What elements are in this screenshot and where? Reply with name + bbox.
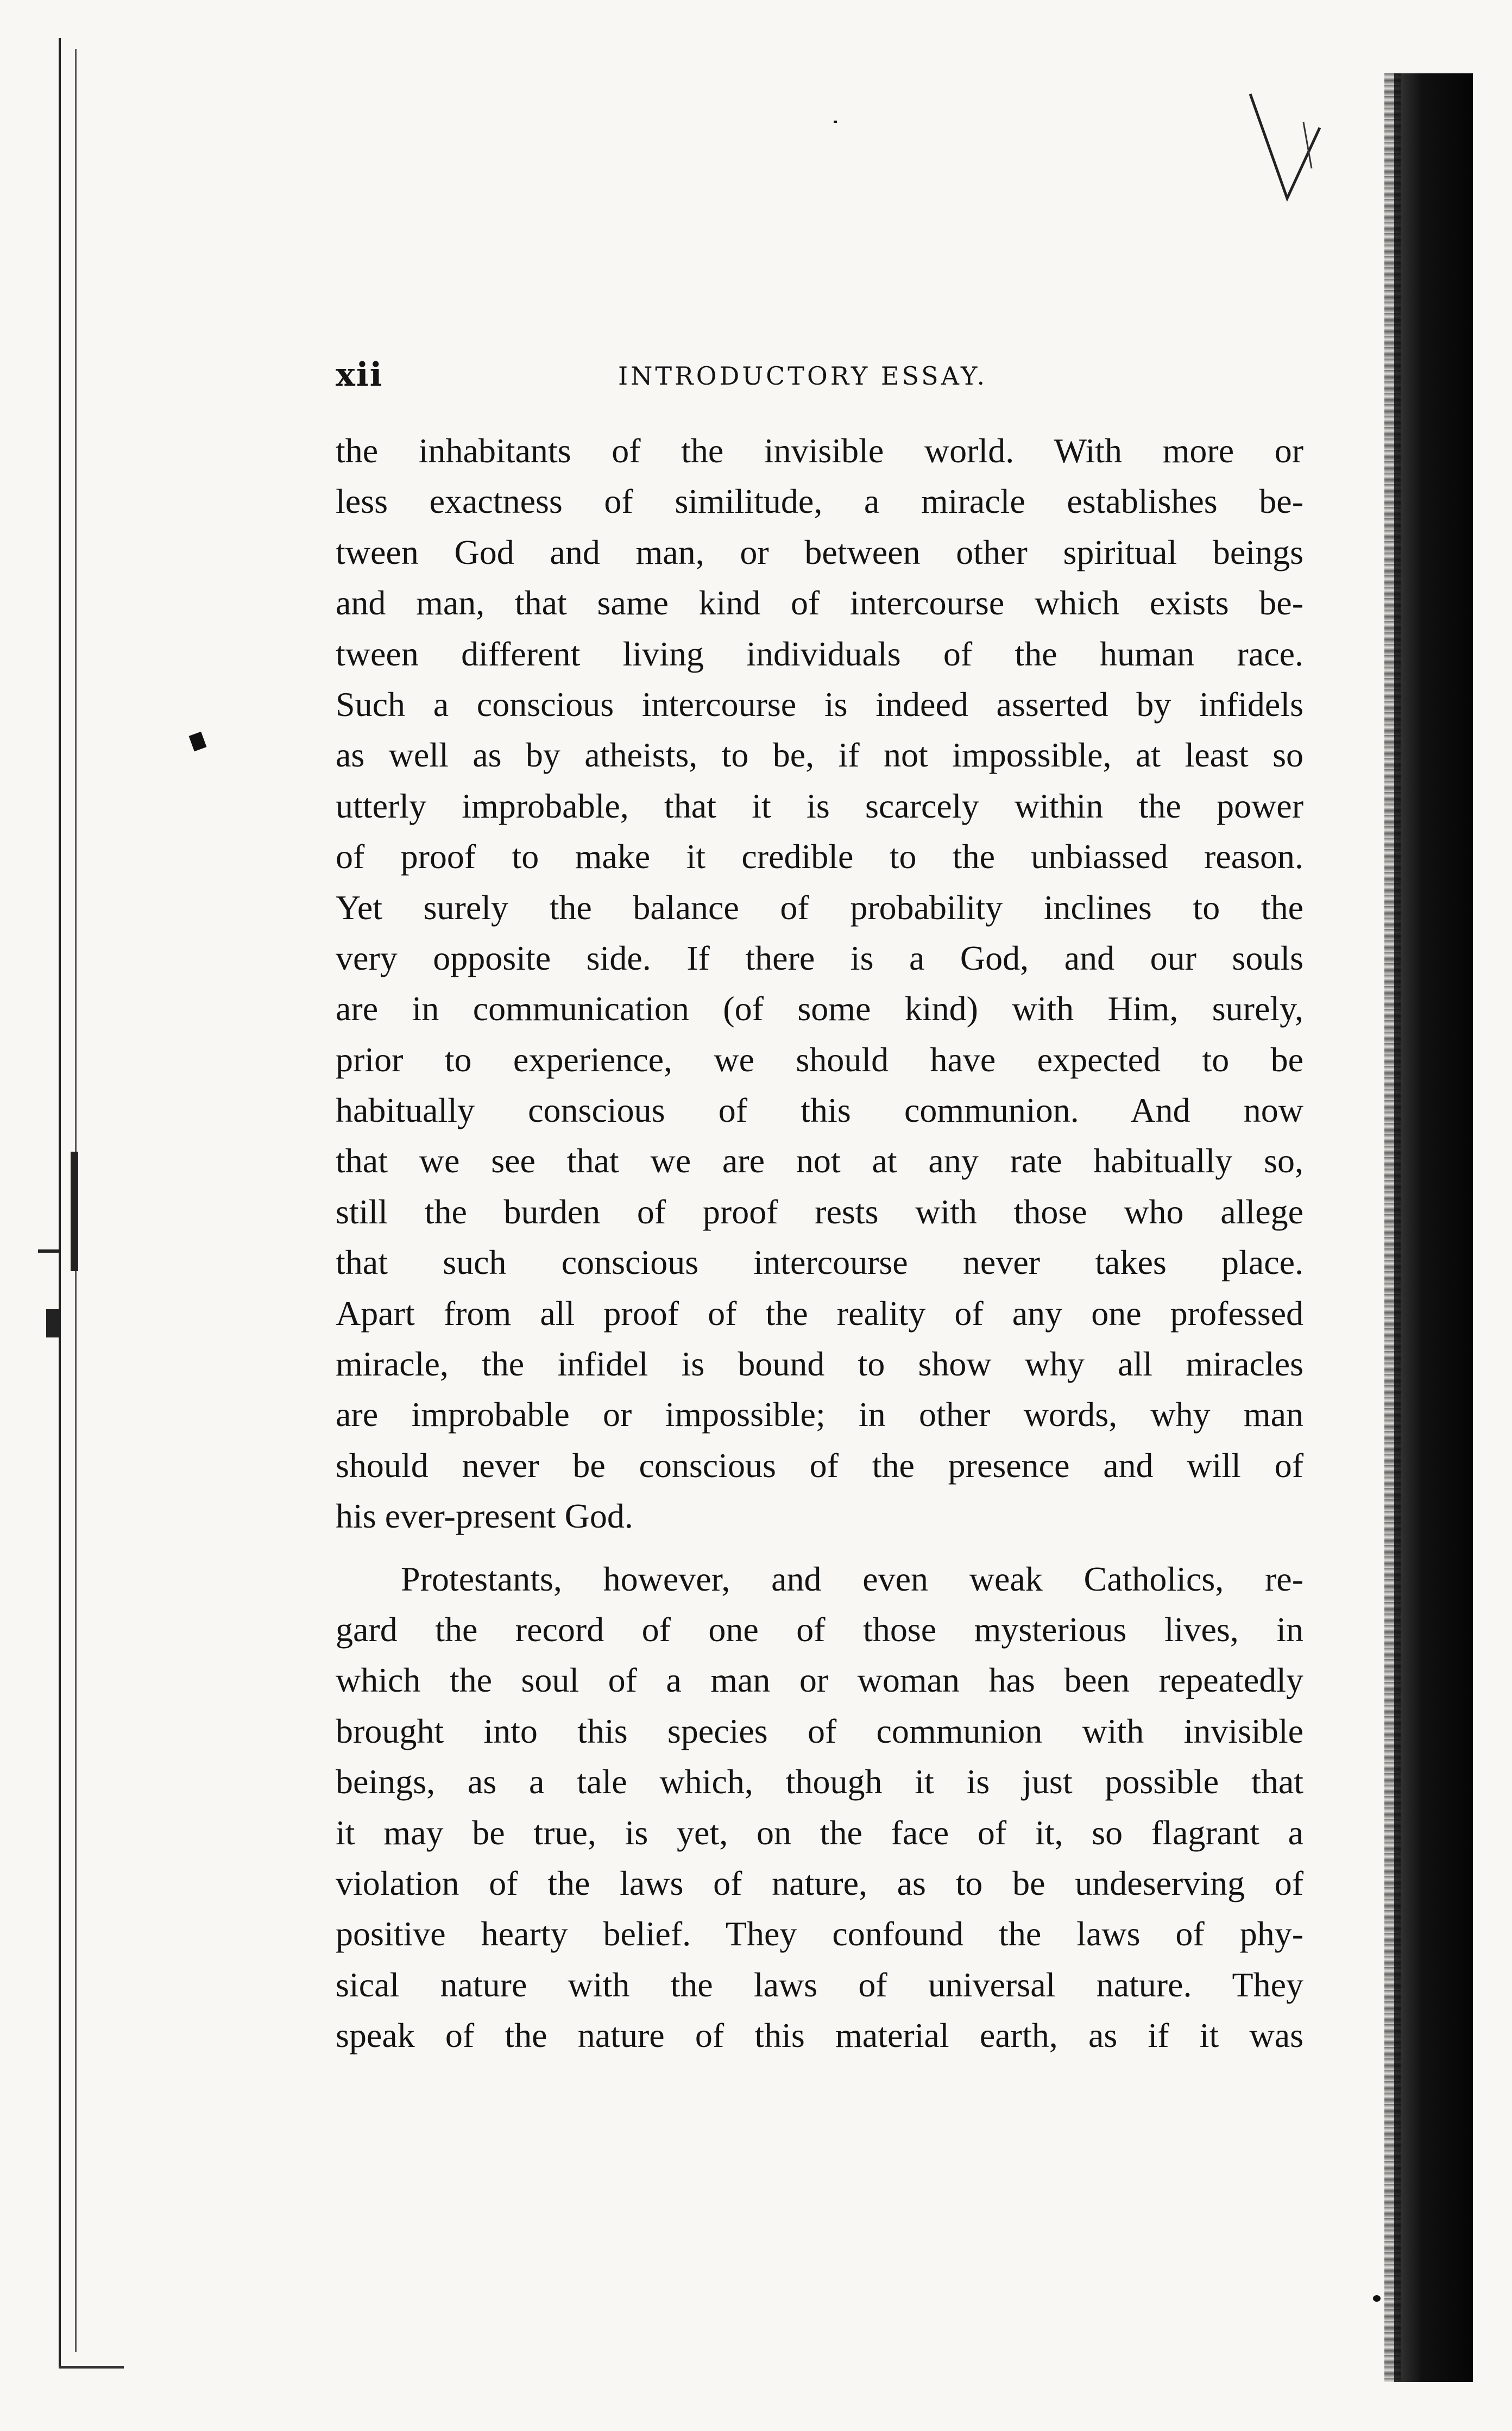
text-line: that we see that we are not at any rate habitually so, <box>336 1141 1303 1180</box>
text-line: should never be conscious of the presence and will of <box>336 1446 1303 1485</box>
text-line: tween different living individuals of the human race. <box>336 634 1303 673</box>
text-line: violation of the laws of nature, as to be undeserving of <box>336 1863 1303 1902</box>
text-line: very opposite side. If there is a God, and our souls <box>336 938 1303 977</box>
text-line: it may be true, is yet, on the face of it, so flagrant a <box>336 1813 1303 1852</box>
text-line: his ever-present God. <box>336 1497 633 1536</box>
text-line: miracle, the infidel is bound to show why all miracles <box>336 1345 1303 1384</box>
text-line: beings, as a tale which, though it is just possible that <box>336 1762 1303 1801</box>
ink-speck <box>189 732 207 751</box>
text-line: are in communication (of some kind) with Him, surely, <box>336 989 1303 1028</box>
text-line: tween God and man, or between other spiritual beings <box>336 532 1303 571</box>
text-line: Apart from all proof of the reality of any one professed <box>336 1293 1303 1333</box>
pencil-mark-icon <box>1244 90 1325 209</box>
ink-speck <box>834 121 837 123</box>
text-line: the inhabitants of the invisible world. With more or <box>336 431 1303 470</box>
page-header <box>336 356 1308 399</box>
page-number: xii <box>336 356 383 394</box>
text-line: utterly improbable, that it is scarcely within the power <box>336 786 1303 825</box>
text-line: are improbable or impossible; in other words, why man <box>336 1395 1303 1434</box>
ink-speck <box>1373 2295 1381 2302</box>
text-line: positive hearty belief. They confound the laws of phy- <box>336 1914 1303 1953</box>
text-line: which the soul of a man or woman has been repeatedly <box>336 1661 1303 1700</box>
text-line: Protestants, however, and even weak Catholics, re- <box>401 1559 1303 1598</box>
text-line: Yet surely the balance of probability inclines to the <box>336 888 1303 927</box>
gutter-line-outer <box>59 38 61 2369</box>
text-line: less exactness of similitude, a miracle establishes be- <box>336 482 1303 521</box>
text-line: speak of the nature of this material earth, as if it was <box>336 2016 1303 2055</box>
page-edge-shadow <box>1394 73 1473 2382</box>
running-head: INTRODUCTORY ESSAY. <box>618 361 988 391</box>
text-line: of proof to make it credible to the unbiassed reason. <box>336 837 1303 876</box>
gutter-mark-3 <box>46 1309 60 1337</box>
gutter-mark-1 <box>71 1152 78 1271</box>
text-line: prior to experience, we should have expected to be <box>336 1040 1303 1079</box>
text-line: and man, that same kind of intercourse which exists be- <box>336 583 1303 623</box>
text-line: that such conscious intercourse never takes place. <box>336 1243 1303 1282</box>
text-line: still the burden of proof rests with those who allege <box>336 1192 1303 1231</box>
text-line: Such a conscious intercourse is indeed asserted by infidels <box>336 684 1303 724</box>
text-line: habitually conscious of this communion. And now <box>336 1091 1303 1130</box>
body-text <box>336 425 1303 2061</box>
text-line: as well as by atheists, to be, if not impossible, at least so <box>336 736 1303 775</box>
gutter-foot <box>59 2366 124 2369</box>
text-line: brought into this species of communion with invisible <box>336 1711 1303 1750</box>
text-line: gard the record of one of those mysterious lives, in <box>336 1610 1303 1649</box>
gutter-mark-2 <box>38 1249 60 1253</box>
text-line: sical nature with the laws of universal nature. They <box>336 1965 1303 2004</box>
